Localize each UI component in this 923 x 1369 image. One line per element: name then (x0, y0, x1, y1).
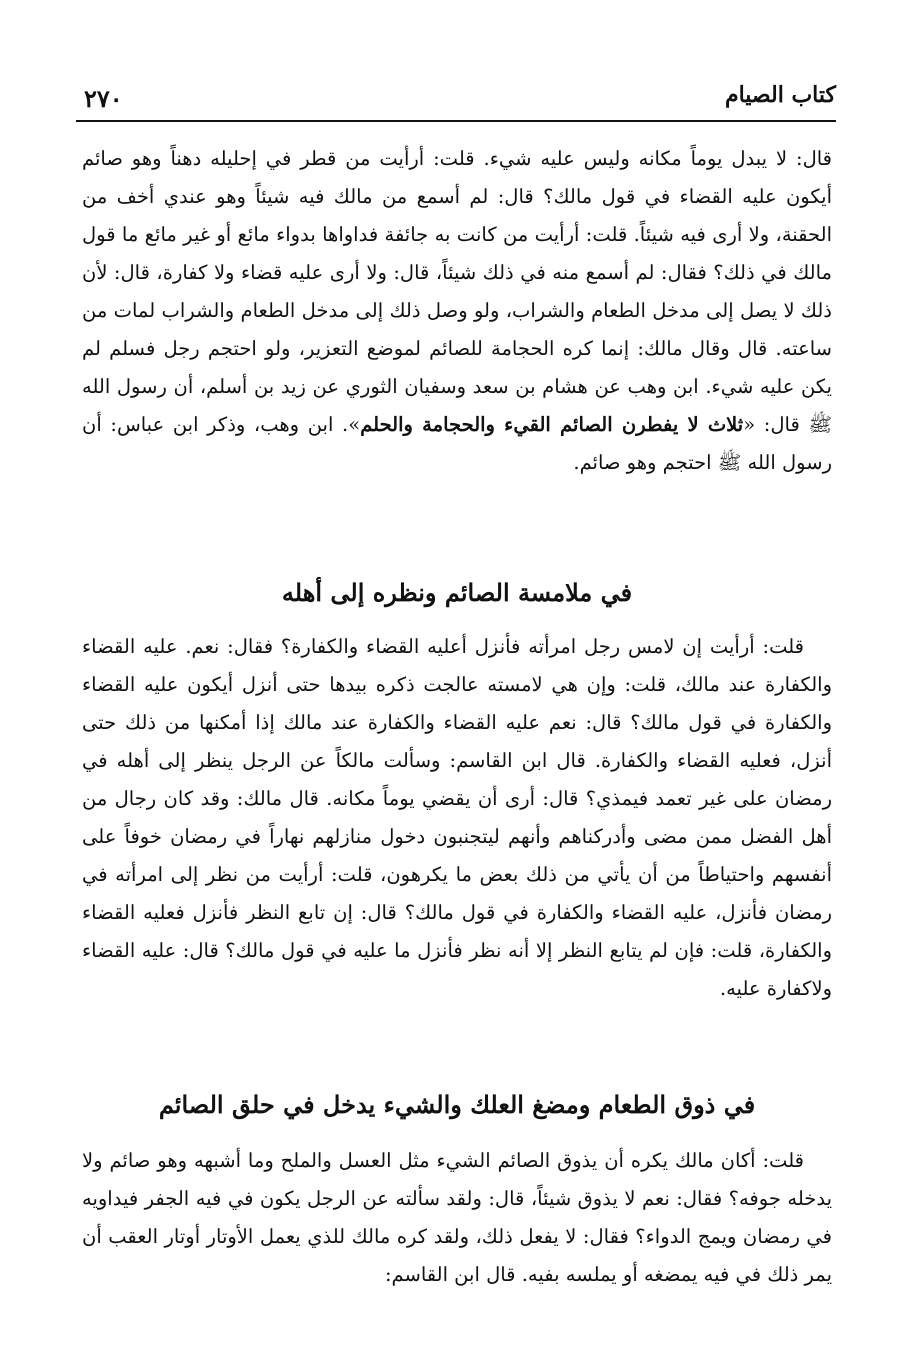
paragraph-text-a: قال: لا يبدل يوماً مكانه وليس عليه شيء. قلت: أرأيت من قطر في إحليله دهناً وهو صائم أيكون عليه القضاء في قول مالك؟ قال: لم أسمع من مالك فيه شيئاً وهو عندي أخف من الحقنة، ولا أرى فيه شيئاً. قلت: أرأيت من كانت به جائفة فداواها بدواء مائع أو غير مائع ما قول مالك في ذلك؟ فقال: لم أسمع منه في ذلك شيئاً، قال: ولا أرى عليه قضاء ولا كفارة، قال: لأن ذلك لا يصل إلى مدخل الطعام والشراب، ولو وصل ذلك إلى مدخل الطعام والشراب لمات من ساعته. قال وقال مالك: إنما كره الحجامة للصائم لموضع التعزير، ولو احتجم رجل فسلم لم يكن عليه شيء. ابن وهب عن هشام بن سعد وسفيان الثوري عن زيد بن أسلم، أن رسول الله ﷺ قال: « (82, 147, 832, 436)
hadith-quote: ثلاث لا يفطرن الصائم القيء والحجامة والحلم (360, 413, 744, 436)
paragraph-fasting-rulings (82, 140, 832, 482)
page-number: ٢٧٠ (84, 84, 123, 113)
section-heading-tasting: في ذوق الطعام ومضغ العلك والشيء يدخل في حلق الصائم (158, 1090, 756, 1119)
paragraph-text-b: ». ابن وهب، وذكر ابن عباس: أن رسول الله ﷺ احتجم وهو صائم. (82, 413, 832, 474)
running-title: كتاب الصيام (724, 82, 836, 108)
section-heading-touching: في ملامسة الصائم ونظره إلى أهله (281, 578, 633, 607)
paragraph-tasting (82, 1142, 832, 1294)
paragraph-text: قلت: أكان مالك يكره أن يذوق الصائم الشيء مثل العسل والملح وما أشبهه وهو صائم ولا يدخله جوفه؟ فقال: نعم لا يذوق شيئاً، قال: ولقد سألته عن الرجل يكون في فيه الجفر فيداويه في رمضان ويمج الدواء؟ فقال: لا يفعل ذلك، ولقد كره مالك للذي يعمل الأوتار أوتار العقب أن يمر ذلك في فيه يمضغه أو يملسه بفيه. قال ابن القاسم: (82, 1149, 832, 1286)
paragraph-text: قلت: أرأيت إن لامس رجل امرأته فأنزل أعليه القضاء والكفارة؟ فقال: نعم. عليه القضاء والكفارة عند مالك، قلت: وإن هي لامسته عالجت ذكره بيدها حتى أنزل أيكون عليه القضاء والكفارة في قول مالك؟ قال: نعم عليه القضاء والكفارة عند مالك إذا أمكنها من ذلك حتى أنزل، فعليه القضاء والكفارة. قال ابن القاسم: وسألت مالكاً عن الرجل ينظر إلى أهله في رمضان على غير تعمد فيمذي؟ قال: أرى أن يقضي يوماً مكانه. قال مالك: وقد كان رجال من أهل الفضل ممن مضى وأدركناهم وأنهم ليتجنبون دخول منازلهم نهاراً في رمضان خوفاً على أنفسهم واحتياطاً من أن يأتي من ذلك بعض ما يكرهون، قلت: أرأيت من نظر إلى امرأته في رمضان فأنزل، عليه القضاء والكفارة في قول مالك؟ قال: إن تابع النظر فأنزل فعليه القضاء والكفارة، قلت: فإن لم يتابع النظر إلا أنه نظر فأنزل ما عليه في قول مالك؟ قال: عليه القضاء ولاكفارة عليه. (82, 635, 832, 1000)
paragraph-touching (82, 628, 832, 1008)
page-header (76, 78, 836, 122)
